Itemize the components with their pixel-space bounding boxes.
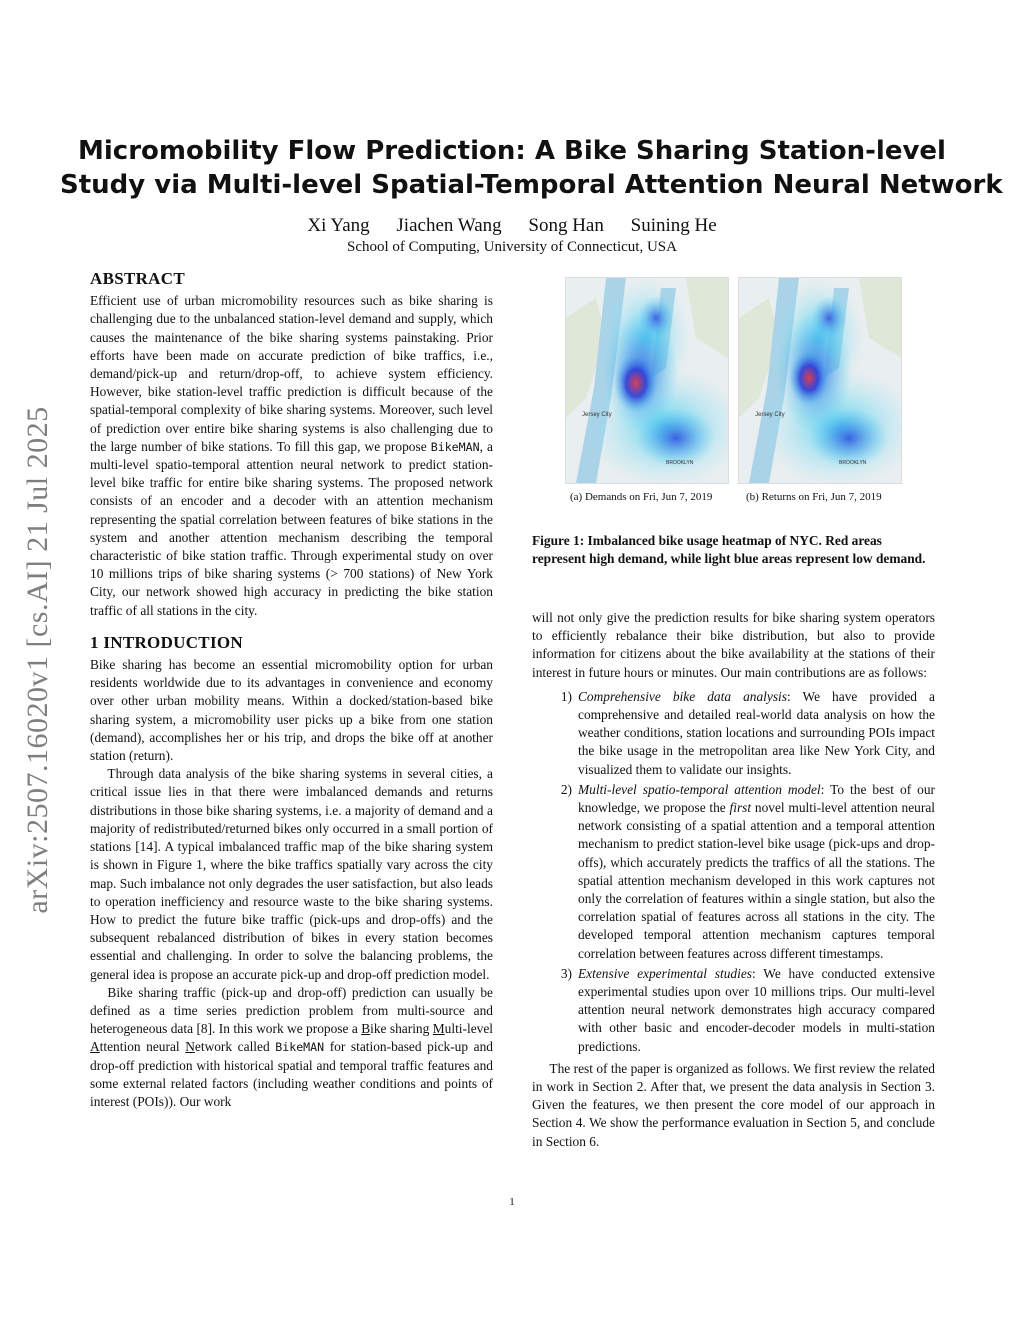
right-paragraph-1: will not only give the prediction results for bike sharing system operators to efficiently rebalance their bike distribution, but also to provide information for citizens about the bike availability at the stations of their interest in future hours or minutes. Our main contributions are as follows: <box>532 610 935 680</box>
item-title: Comprehensive bike data analysis <box>578 688 787 704</box>
abstract-text <box>90 292 493 620</box>
item-title: Multi-level spatio-temporal attention model <box>578 781 821 797</box>
abstract-text-part: Efficient use of urban micromobility resources such as bike sharing is challenging due to the unbalanced station-level demand and supply, which causes the maintenance of the bike sharing systems painstaking. Prior efforts have been made on accurate prediction of bike traffics, i.e., demand/pick-up and return/drop-off, to achieve system efficiency. However, bike station-level traffic prediction is difficult because of the spatial-temporal complexity of bike sharing systems. Moreover, such level of prediction over entire bike sharing systems is also challenging due to the large number of bike stations. To fill this gap, we propose <box>90 293 493 454</box>
item-body: novel multi-level attention neural network consisting of a spatial attention and a temporal attention mechanism to predict station-level bike usage (pick-ups and drop-offs), which accurately predicts the traffics of all the stations. The spatial attention mechanism developed in this work captures not only the correlation of features within a single station, but also the correlation spatial of features across all stations in the city. The developed temporal attention mechanism captures temporal correlation between features across different timestamps. <box>578 800 935 961</box>
heatmap-returns <box>738 277 902 484</box>
nyc-map-image <box>738 277 902 484</box>
acronym-letter: A <box>90 1039 100 1055</box>
intro-paragraph-3 <box>90 984 493 1111</box>
item-body: : We have conducted extensive experimental studies upon over 10 millions trips. Our multi-level attention neural network demonstrates high accuracy compared with other basic and encoder-decoder models in multi-station predictions. <box>578 965 935 1054</box>
text-part: Bike sharing traffic (pick-up and drop-off) prediction can usually be defined as a time series prediction problem from multi-source and heterogeneous data [8]. In this work we propose a <box>90 984 493 1037</box>
map-label: BROOKLYN <box>839 460 867 466</box>
heatmap-svg <box>566 278 728 483</box>
right-paragraph-2: The rest of the paper is organized as follows. We first review the related in work in Section 2. After that, we present the data analysis in Section 3. Given the features, we then present the core model of our approach in Section 4. We show the performance evaluation in Section 5, and conclude in Section 6. <box>532 1060 935 1149</box>
text-part: ttention neural <box>99 1039 186 1055</box>
item-body: : We have provided a comprehensive and detailed real-world data analysis on how the weather conditions, station locations and surrounding POIs impact the bike usage in the metropolitan area like New York City, and visualized them to validate our insights. <box>578 688 935 777</box>
intro-heading: 1 INTRODUCTION <box>90 632 243 652</box>
map-label: Jersey City <box>755 412 785 418</box>
author: Suining He <box>630 215 717 236</box>
text-part: for station-based pick-up and drop-off prediction with historical spatial and temporal traffic features and some external related factors (including weather conditions and points of interest (POIs)). Our work <box>90 1039 493 1109</box>
item-number: 2) <box>560 781 572 797</box>
arxiv-stamp <box>8 380 68 940</box>
affiliation: School of Computing, University of Connecticut, USA <box>347 239 677 255</box>
emphasis: first <box>729 800 752 816</box>
model-name: BikeMAN <box>275 1040 325 1055</box>
text-part: ulti-level <box>444 1021 493 1037</box>
item-title: Extensive experimental studies <box>578 965 752 981</box>
acronym-letter: B <box>361 1021 371 1037</box>
acronym-letter: M <box>432 1021 445 1037</box>
page-number: 1 <box>509 1196 515 1208</box>
left-column <box>90 270 493 1111</box>
item-text <box>578 965 935 1056</box>
intro-paragraph-1: Bike sharing has become an essential micromobility option for urban residents worldwide due to its advantages in convenience and economy over other urban mobility means. Within a docked/station-based bike sharing system, a micromobility user picks up a bike from one station (demand), accomplishes her or his trip, and drops the bike off at another station (return). <box>90 657 493 764</box>
text-part: ike sharing <box>370 1021 433 1037</box>
subfigure-caption-a: (a) Demands on Fri, Jun 7, 2019 <box>570 491 713 503</box>
contribution-item <box>532 965 935 1056</box>
subfigure-caption-b: (b) Returns on Fri, Jun 7, 2019 <box>746 491 882 503</box>
intro-paragraph-2: Through data analysis of the bike sharing systems in several cities, a critical issue lies in that there were imbalanced demands and returns distributions in those bike sharing systems, i.e. a majority of demand and a majority of redistributed/returned bikes only occurred in a small portion of stations [14]. A typical imbalanced traffic map of the bike sharing system is shown in Figure 1, where the bike traffics spatially vary across the city map. Such imbalance not only degrades the user satisfaction, but also leads to operation inefficiency and resource waste to the bike sharing systems. How to predict the future bike traffic (pick-ups and drop-offs) and the subsequent rebalanced distribution of bikes in every station becomes essential and challenging. In order to solve the balancing problems, the general idea is propose an accurate pick-up and drop-off prediction model. <box>90 766 493 982</box>
item-text <box>578 781 935 963</box>
model-name: BikeMAN <box>430 439 480 454</box>
heatmap-svg <box>739 278 901 483</box>
title-line-1: Micromobility Flow Prediction: A Bike Sharing Station-level <box>78 136 946 166</box>
map-label: BROOKLYN <box>666 460 694 466</box>
contribution-list <box>532 688 935 1056</box>
author: Song Han <box>528 215 604 236</box>
abstract-heading: ABSTRACT <box>90 269 185 288</box>
contribution-item <box>532 781 935 963</box>
nyc-map-image <box>565 277 729 484</box>
figure-caption: Figure 1: Imbalanced bike usage heatmap of NYC. Red areas represent high demand, while light blue areas represent low demand. <box>532 533 926 567</box>
paper-title <box>60 134 1003 202</box>
item-number: 1) <box>560 688 572 704</box>
author: Xi Yang <box>307 215 370 236</box>
item-number: 3) <box>560 965 572 981</box>
right-column <box>532 609 935 1151</box>
item-body: : To the best of our knowledge, we propose the <box>578 781 936 816</box>
arxiv-id: arXiv:2507.16020v1 [cs.AI] 21 Jul 2025 <box>21 406 54 914</box>
item-text <box>578 688 935 779</box>
heatmap-demands <box>565 277 729 484</box>
author-list <box>0 215 1024 237</box>
map-label: Jersey City <box>582 412 612 418</box>
title-line-2: Study via Multi-level Spatial-Temporal Attention Neural Network <box>60 170 1003 200</box>
author: Jiachen Wang <box>396 215 502 236</box>
text-part: etwork called <box>194 1039 276 1055</box>
acronym-letter: N <box>185 1039 195 1055</box>
contribution-item <box>532 688 935 779</box>
abstract-text-part: , a multi-level spatio-temporal attention neural network to predict station-level bike traffic for entire bike sharing systems. The proposed network consists of an encoder and a decoder with an attention mechanism representing the spatial correlation between features of bike stations in the system and another attention mechanism describing the temporal characteristic of bike station traffic. Through experimental study on over 10 millions trips of bike sharing systems (> 700 stations) of New York City, our network showed high accuracy in predicting the bike station traffic of all stations in the city. <box>90 438 493 618</box>
